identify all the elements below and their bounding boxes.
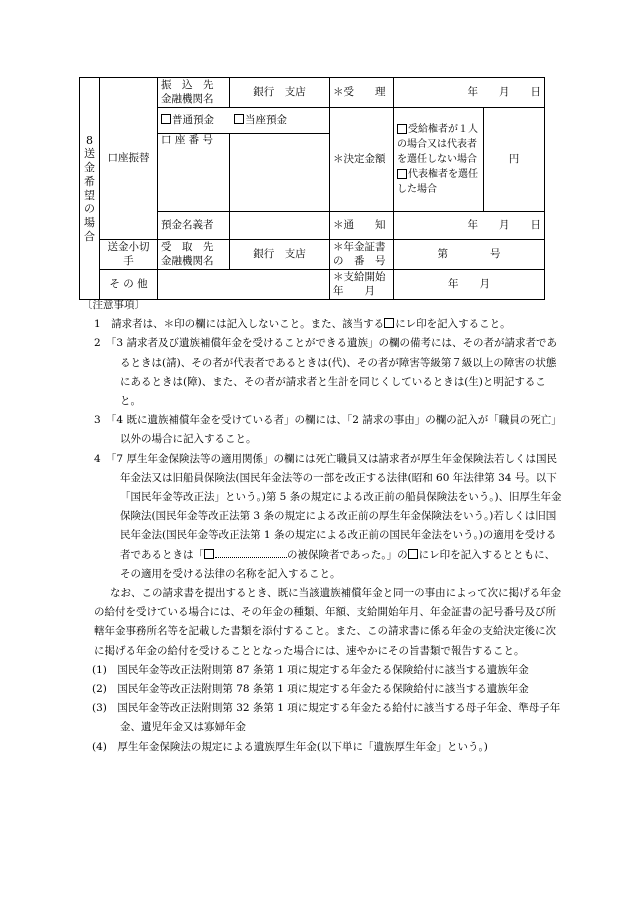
notes-section [82,296,562,757]
cert-label: ＊年金証書 の 番 号 [330,240,394,270]
opt2-checkbox[interactable] [397,169,407,179]
deposit-type-options: 普通預金 当座預金 [158,108,330,134]
remittance-table [79,77,545,300]
futsu-checkbox[interactable] [161,114,171,124]
notes-paragraph: なお、この請求書を提出するとき、既に当該遺族補償年金と同一の事由によって次に掲げる年金の給付を受けている場合には、その年金の種類、年額、支給開始年月、年金証書の記号番号及び所轄年金事務所名等を記載した書類を添付すること。また、この請求書に係る年金の支給決定後に次に掲げる年金の給付を受けることとなった場合には、速やかにその旨書類で報告すること。 [94,587,562,657]
institution-label: 振 込 先 金融機関名 [158,78,230,108]
start-label: ＊支給開始 年 月 [330,270,394,300]
notes-heading: 〔注意事項〕 [82,299,145,311]
received-date: 年 月 日 [394,78,545,108]
check-bank-branch[interactable]: 銀行 支店 [230,240,330,270]
holder-field[interactable] [230,212,330,240]
holder-label: 預金名義者 [158,212,230,240]
touza-checkbox[interactable] [234,114,244,124]
sub-2: (2) 国民年金等改正法附則第 78 条第 1 項に規定する年金たる保険給付に該当する遺族年金 [92,683,529,696]
bank-branch-field[interactable]: 銀行 支店 [230,78,330,108]
start-date: 年 月 [394,270,545,300]
check-institution-label: 受 取 先 金融機関名 [158,240,230,270]
section-label: 8 送 金 希 望 の 場 合 [80,78,100,300]
notice-date: 年 月 日 [394,212,545,240]
sub-3: (3) 国民年金等改正法附則第 32 条第 1 項に規定する年金たる給付に該当する母子年金、準母子年金、遺児年金又は寡婦年金 [92,702,561,734]
note-3: 3 「4 既に遺族補償年金を受けている者」の欄には、「2 請求の事由」の欄の記入が「職員の死亡」以外の場合に記入すること。 [94,414,562,446]
representative-options: 受給権者が１人の場合又は代表者を選任しない場合 代表権者を選任した場合 [394,108,484,212]
yen-unit: 円 [484,108,545,212]
sub-4: (4) 厚生年金保険法の規定による遺族厚生年金(以下単に「遺族厚生年金」という。) [92,740,488,753]
cert-number: 第 号 [394,240,545,270]
sub-1: (1) 国民年金等改正法附則第 87 条第 1 項に規定する年金たる保険給付に該当する遺族年金 [92,663,529,676]
decided-amount-label: ＊決定金額 [330,108,394,212]
checkbox-icon [408,549,418,559]
method-other: そ の 他 [100,270,158,300]
checkbox-icon [384,318,394,328]
checkbox-icon [204,549,214,559]
other-field[interactable] [158,270,330,300]
method-check: 送金小切手 [100,240,158,270]
method-account-transfer: 口座振替 [100,78,158,240]
dotted-blank [215,548,287,558]
account-number-label: 口 座 番 号 [158,134,230,212]
note-2: 2 「3 請求者及び遺族補償年金を受けることができる遺族」の欄の備考には、その者が請求者であるときは(請)、その者が代表者であるときは(代)、その者が障害等級第７級以上の障害の状態にあるときは(障)、また、その者が請求者と生計を同じくしているときは(生)と明記すること。 [94,337,557,408]
account-number-field[interactable] [230,134,330,212]
notice-label: ＊通 知 [330,212,394,240]
note-1: 1 請求者は、＊印の欄には記入しないこと。また、該当する にレ印を記入すること。 [94,318,511,331]
opt1-checkbox[interactable] [397,124,407,134]
note-4: 4 「7 厚生年金保険法等の適用関係」の欄には死亡職員又は請求者が厚生年金保険法若しくは国民年金法又は旧船員保険法(国民年金法等の一部を改正する法律(昭和 60 年法律第 34 号。以下「国民年金等改正法」という。)第 5 条の規定による改正前の船員保険法をいう。)、旧厚生年金保険法(国民年金等改正法第 3 条の規定による改正前の厚生年金保険法をいう。)若しくは旧国民年金法(国民年金等改正法第 1 条の規定による改正前の国民年金法をいう。)の適用を受ける者であるときは「 の被保険者であった。」の にレ印を記入するとともに、その適用を受ける法律の名称を記入すること。 [94,452,562,580]
received-label: ＊受 理 [330,78,394,108]
